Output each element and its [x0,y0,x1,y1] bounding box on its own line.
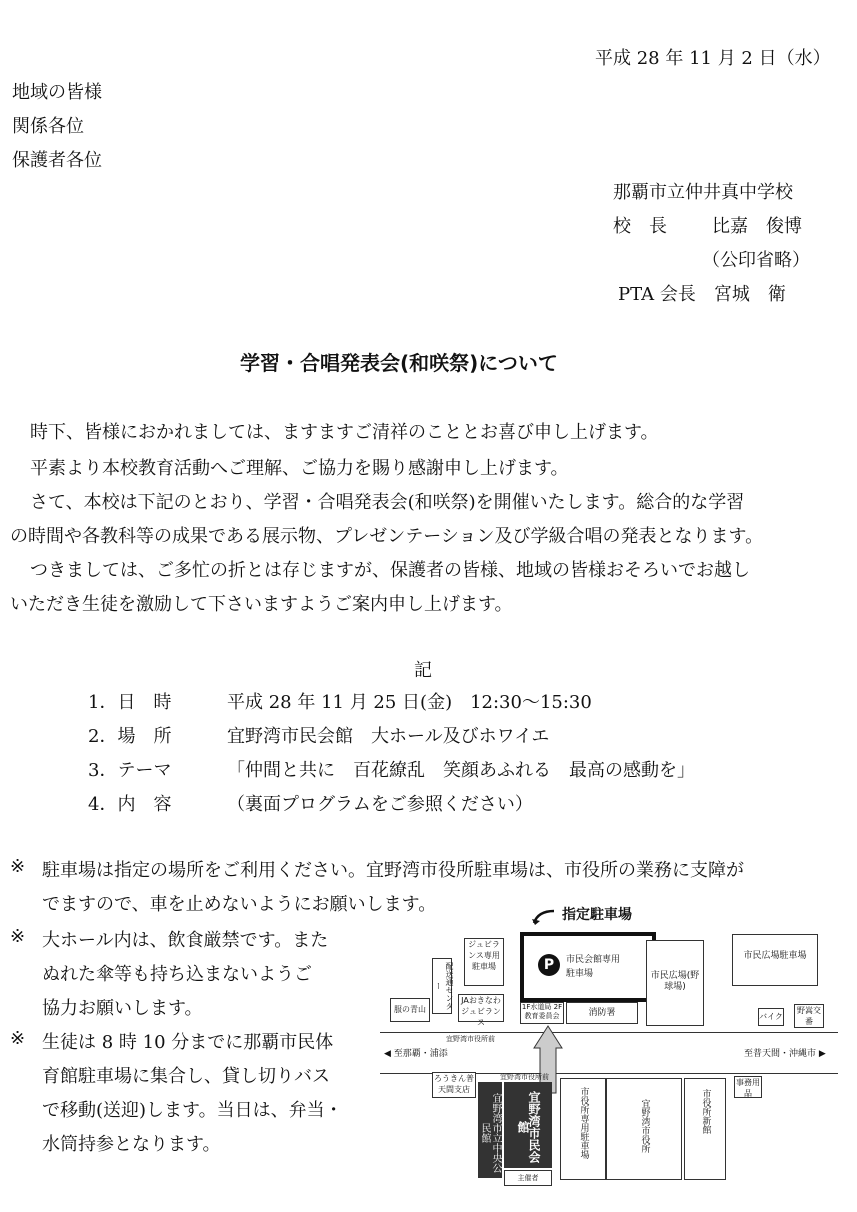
bus-stop-label: 宜野湾市役所前 [446,1035,495,1043]
item-1-value: 平成 28 年 11 月 25 日(金) 12:30～15:30 [227,692,592,713]
seal-note: （公印省略） [702,250,810,271]
body-line-5: つきましては、ご多忙の折とは存じますが、保護者の皆様、地域の皆様おそろいでお越し [30,560,750,581]
addressee-community: 地域の皆様 [12,82,102,103]
body-line-6: いただき生徒を激励して下さいますようご案内申し上げます。 [10,594,513,615]
note-mark-1: ※ [10,856,26,877]
note-2-line-2: ぬれた傘等も持ち込まないようご [42,964,312,985]
note-mark-3: ※ [10,1028,26,1049]
note-2-line-1: 大ホール内は、飲食厳禁です。また [42,930,329,951]
body-line-2: 平素より本校教育活動へご理解、ご協力を賜り感謝申し上げます。 [30,458,569,479]
jubirance-parking: ジュビランス専用駐車場 [464,938,504,986]
location-map [380,900,840,1190]
body-line-3: さて、本校は下記のとおり、学習・合唱発表会(和咲祭)を開催いたします。総合的な学習 [30,492,745,513]
central-public-hall: 宜野湾市立中央公民館 [478,1082,502,1178]
parking-icon: P [538,954,560,976]
principal-title: 校 長 [613,216,667,237]
police-box: 野嵩交番 [794,1004,824,1028]
water-bureau: 1F水道局 2F教育委員会 [520,1002,564,1024]
civic-hall: 宜野湾市民会館 [504,1082,552,1168]
baseball-field: 市民広場(野球場) [646,940,704,1026]
distribution-center: 配送通センター [432,958,452,1014]
bus-stop-label-2: 宜野湾市役所前 [500,1073,549,1081]
note-2-line-3: 協力お願いします。 [42,998,203,1019]
ki-heading: 記 [414,660,432,681]
item-3-label: 3．テーマ [88,760,172,781]
document-title: 学習・合唱発表会(和咲祭)について [240,351,558,375]
item-3-value: 「仲間と共に 百花繚乱 笑顔あふれる 最高の感動を」 [227,760,695,781]
principal-name: 比嘉 俊博 [712,216,802,237]
ja-okinawa: JAおきなわジュビランス [458,994,504,1022]
item-4-value: （裏面プログラムをご参照ください） [227,794,533,815]
plaza-parking: 市民広場駐車場 [732,934,818,986]
body-line-4: の時間や各教科等の成果である展示物、プレゼンテーション及び学級合唱の発表となります。 [10,526,764,547]
note-3-line-4: 水筒持参となります。 [42,1134,221,1155]
parking-label-1: 市民会館専用 [566,955,621,965]
addressee-related: 関係各位 [12,116,84,137]
civic-hall-parking [520,932,656,1002]
to-naha-label: ◀ 至那覇・浦添 [384,1049,448,1059]
item-2-value: 宜野湾市民会館 大ホール及びホワイエ [227,726,550,747]
note-mark-2: ※ [10,926,26,947]
office-supplies: 事務用品 [736,1078,760,1098]
fire-station: 消防署 [566,1002,638,1024]
bike-shop: バイク [758,1008,784,1026]
date: 平成 28 年 11 月 2 日（水） [595,48,831,69]
note-3-line-2: 育館駐車場に集合し、貸し切りバス [42,1066,330,1087]
item-4-label: 4．内 容 [88,794,172,815]
note-3-line-1: 生徒は 8 時 10 分までに那覇市民体 [42,1032,334,1053]
pta-president: PTA 会長 宮城 衛 [618,284,786,305]
arrow-icon [530,905,560,927]
to-futenma-label: 至普天間・沖縄市 ▶ [744,1049,826,1059]
school-name: 那覇市立仲井真中学校 [613,182,793,203]
rokin-bank: ろうきん普天間支店 [432,1072,476,1098]
designated-parking-label: 指定駐車場 [562,907,632,923]
city-hall: 宜野湾市役所 [606,1078,682,1180]
aoyama-store: 服の青山 [390,998,430,1022]
body-line-1: 時下、皆様におかれましては、ますますご清祥のこととお喜び申し上げます。 [30,422,659,443]
addressee-guardians: 保護者各位 [12,150,102,171]
city-hall-annex: 市役所新館 [684,1078,726,1180]
note-1-line-2: でますので、車を止めないようにお願いします。 [42,894,437,915]
parking-label-2: 駐車場 [566,969,594,979]
city-hall-parking: 市役所専用駐車場 [560,1078,606,1180]
item-1-label: 1．日 時 [88,692,172,713]
organizer-label: 主催者 [504,1170,552,1186]
note-3-line-3: で移動(送迎)します。当日は、弁当・ [42,1100,343,1121]
item-2-label: 2．場 所 [88,726,172,747]
note-1-line-1: 駐車場は指定の場所をご利用ください。宜野湾市役所駐車場は、市役所の業務に支障が [42,860,744,881]
